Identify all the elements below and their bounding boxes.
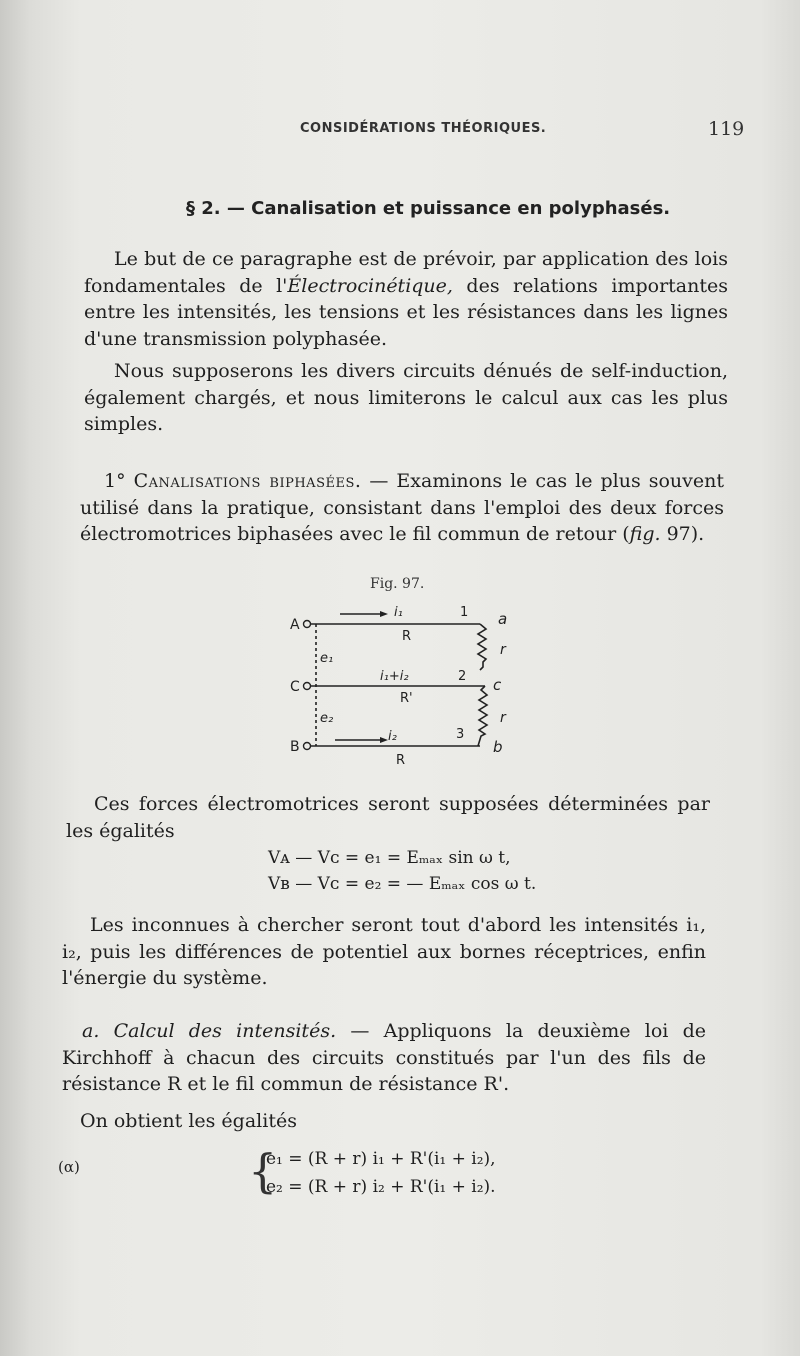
label-B: B <box>290 739 300 755</box>
label-R-bottom: R <box>396 753 406 768</box>
label-node-3: 3 <box>456 727 465 742</box>
paragraph-7: On obtient les égalités <box>80 1110 297 1132</box>
label-node-2: 2 <box>458 669 467 684</box>
label-e2: e₂ <box>320 711 334 726</box>
system-brace: { <box>248 1144 278 1198</box>
paragraph-5: Les inconnues à chercher seront tout d'abord les intensités i₁, i₂, puis les différences de potentiel aux bornes réceptrices, enfin l'énergie du système. <box>62 914 706 989</box>
figure-caption: Fig. 97. <box>370 576 425 592</box>
equation-2: Vʙ — Vᴄ = e₂ = — Eₘₐₓ cos ω t. <box>268 874 537 894</box>
circuit-diagram <box>280 598 520 773</box>
label-A: A <box>290 617 300 633</box>
terminal-a-circle <box>304 621 311 628</box>
label-i1: i₁ <box>394 605 403 620</box>
label-node-1: 1 <box>460 605 469 620</box>
label-a: a <box>498 610 508 628</box>
label-i2: i₂ <box>388 729 397 744</box>
paragraph-6: a. Calcul des intensités. — Appliquons la deuxième loi de Kirchhoff à chacun des circuits constitués par l'un des fils de résistance R et le fil commun de résistance R'. <box>62 1020 706 1095</box>
equation-4: e₂ = (R + r) i₂ + R'(i₁ + i₂). <box>266 1177 496 1197</box>
section-title: § 2. — Canalisation et puissance en polyphasés. <box>186 198 671 219</box>
label-C: C <box>290 679 300 695</box>
paragraph-1: Le but de ce paragraphe est de prévoir, par application des lois fondamentales de l'Électrocinétique, des relations importantes entre les intensités, les tensions et les résistances dans les lignes d'une transmission polyphasée. <box>84 248 728 350</box>
equation-1: Vᴀ — Vᴄ = e₁ = Eₘₐₓ sin ω t, <box>268 848 511 868</box>
paragraph-2: Nous supposerons les divers circuits dénués de self-induction, également chargés, et nous limiterons le calcul aux cas les plus simples. <box>84 360 728 435</box>
label-r-bottom: r <box>500 710 506 726</box>
label-R-top: R <box>402 629 412 644</box>
label-r-top: r <box>500 642 506 658</box>
page-number: 119 <box>708 118 745 140</box>
terminal-c-circle <box>304 683 311 690</box>
terminal-b-circle <box>304 743 311 750</box>
equation-3: e₁ = (R + r) i₁ + R'(i₁ + i₂), <box>266 1149 496 1169</box>
label-b: b <box>493 738 503 756</box>
running-head: CONSIDÉRATIONS THÉORIQUES. <box>300 121 547 136</box>
label-i1-plus-i2: i₁+i₂ <box>380 669 409 684</box>
label-e1: e₁ <box>320 651 334 666</box>
paragraph-3: 1° Canalisations biphasées. — Examinons le cas le plus souvent utilisé dans la pratique, consistant dans l'emploi des deux forces électromotrices biphasées avec le fil commun de retour (fig. 97). <box>80 470 724 545</box>
paragraph-4: Ces forces électromotrices seront supposées déterminées par les égalités <box>66 793 710 842</box>
equation-label-alpha: (α) <box>58 1158 80 1176</box>
label-c: c <box>493 676 502 694</box>
label-R-prime: R' <box>400 691 413 706</box>
